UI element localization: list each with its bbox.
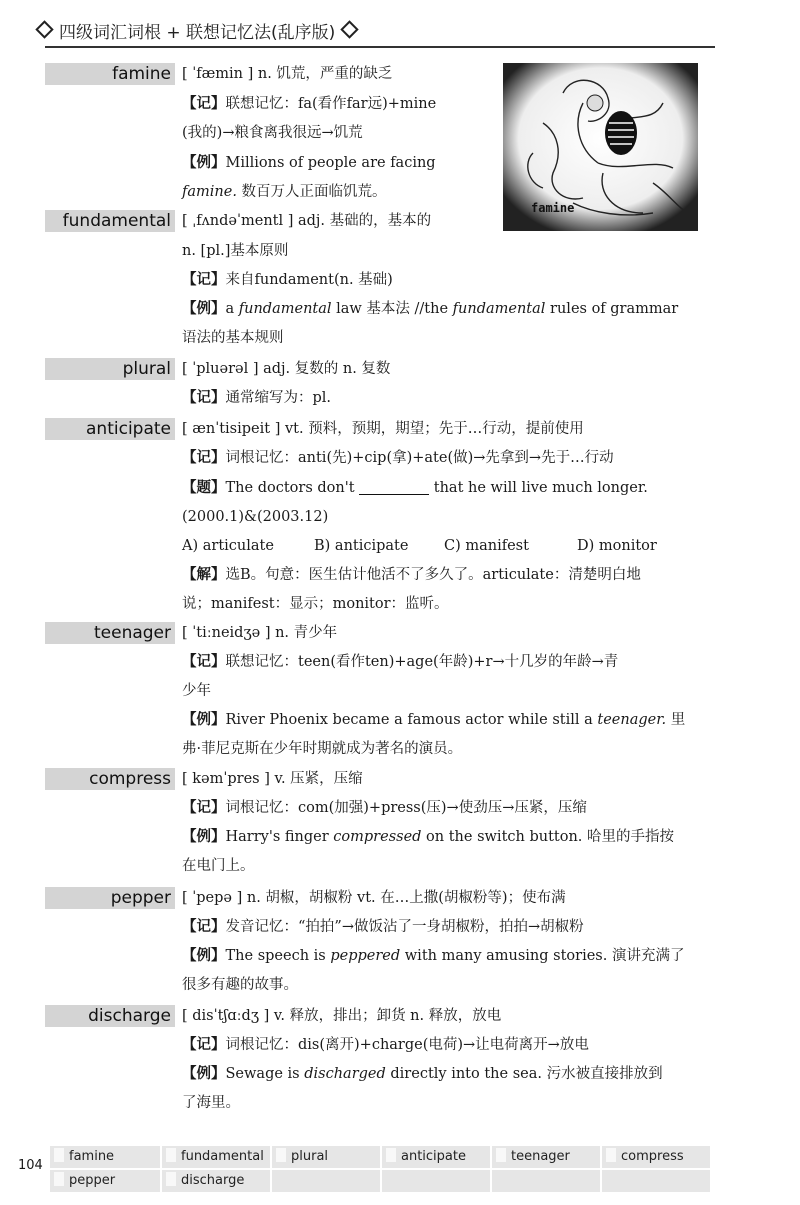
memo-tag: 【记】: [182, 389, 226, 406]
example-tag: 【例】: [182, 711, 226, 728]
pepper-definition: [ ˈpepə ] n. 胡椒，胡椒粉 vt. 在…上撒(胡椒粉等)；使布满: [182, 890, 566, 906]
example-text: directly into the sea. 污水被直接排放到: [385, 1066, 663, 1082]
pepper-example: [182, 945, 684, 967]
checkbox-icon: [496, 1148, 506, 1162]
famine-example: [182, 152, 436, 174]
famine-definition: [ ˈfæmin ] n. 饥荒，严重的缺乏: [182, 66, 393, 82]
headword-fundamental: fundamental: [45, 210, 175, 232]
memo-text: 词根记忆：dis(离开)+charge(电荷)→让电荷离开→放电: [225, 1037, 589, 1053]
memo-text: 通常缩写为：pl.: [225, 390, 332, 406]
teenager-example-cont: 弗·菲尼克斯在少年时期就成为著名的演员。: [182, 741, 463, 757]
famine-example-cont: [182, 181, 387, 203]
example-tag: 【例】: [182, 154, 226, 171]
memo-text: 发音记忆：“拍拍”→做饭沾了一身胡椒粉，拍拍→胡椒粉: [225, 919, 584, 935]
teenager-memo: [182, 651, 618, 673]
famine-memo: [182, 93, 436, 115]
running-header-title: 四级词汇词根 + 联想记忆法(乱序版): [59, 23, 336, 43]
footer-empty-cell: [382, 1170, 490, 1192]
footer-word: [162, 1146, 270, 1168]
footer-word: [162, 1170, 270, 1192]
compress-definition: [ kəmˈpres ] v. 压紧，压缩: [182, 771, 363, 787]
example-translation: 里: [666, 712, 686, 728]
example-tag: 【例】: [182, 300, 226, 317]
checkbox-icon: [54, 1148, 64, 1162]
footer-word: [50, 1146, 160, 1168]
footer-word-label: plural: [291, 1149, 329, 1164]
example-text: on the switch button. 哈里的手指按: [421, 829, 675, 845]
question-tag: 【题】: [182, 479, 226, 496]
example-text: law 基本法 //the: [331, 301, 453, 317]
headword-plural: plural: [45, 358, 175, 380]
example-text: rules of grammar: [545, 301, 679, 317]
memo-text: 联想记忆：fa(看作far远)+mine: [225, 96, 437, 112]
fundamental-definition-cont: n. [pl.]基本原则: [182, 243, 289, 259]
footer-word-label: anticipate: [401, 1149, 466, 1164]
memo-tag: 【记】: [182, 449, 226, 466]
footer-word-label: famine: [69, 1149, 115, 1164]
illustration-caption: famine: [531, 201, 575, 215]
question-text: The doctors don't: [225, 480, 355, 496]
memo-tag: 【记】: [182, 271, 226, 288]
example-translation: 数百万人正面临饥荒。: [236, 184, 387, 200]
example-text: The speech is: [225, 948, 331, 964]
teenager-memo-cont: 少年: [182, 683, 211, 699]
famine-illustration: [503, 63, 698, 231]
teenager-definition: [ ˈtiːneidʒə ] n. 青少年: [182, 625, 338, 641]
footer-word-label: compress: [621, 1149, 684, 1164]
option-d: D) monitor: [577, 538, 657, 554]
checkbox-icon: [166, 1172, 176, 1186]
answer-blank: [359, 482, 429, 495]
headword-famine: famine: [45, 63, 175, 85]
discharge-example-cont: 了海里。: [182, 1095, 240, 1111]
diamond-icon: [35, 20, 53, 38]
headword-anticipate: anticipate: [45, 418, 175, 440]
explanation-text: 选B。句意：医生估计他活不了多久了。articulate：清楚明白地: [225, 567, 641, 583]
teenager-example: [182, 709, 685, 731]
example-italic: fundamental: [452, 301, 546, 317]
plural-memo: [182, 387, 331, 409]
footer-empty-cell: [492, 1170, 600, 1192]
option-b: B) anticipate: [314, 538, 409, 554]
checkbox-icon: [276, 1148, 286, 1162]
fundamental-definition: [ ˌfʌndəˈmentl ] adj. 基础的，基本的: [182, 213, 432, 229]
pepper-memo: [182, 916, 584, 938]
example-text: with many amusing stories. 演讲充满了: [400, 948, 685, 964]
option-c: C) manifest: [444, 538, 529, 554]
page-number: 104: [18, 1158, 43, 1173]
example-italic: discharged: [304, 1066, 386, 1082]
example-tag: 【例】: [182, 947, 226, 964]
checkbox-icon: [54, 1172, 64, 1186]
footer-word: [602, 1146, 710, 1168]
memo-text: 词根记忆：anti(先)+cip(拿)+ate(做)→先拿到→先于…行动: [225, 450, 614, 466]
example-text: Sewage is: [225, 1066, 305, 1082]
plural-definition: [ ˈpluərəl ] adj. 复数的 n. 复数: [182, 361, 391, 377]
example-italic: compressed: [333, 829, 422, 845]
memo-text: 词根记忆：com(加强)+press(压)→使劲压→压紧，压缩: [225, 800, 587, 816]
running-header: [30, 18, 364, 43]
checkbox-icon: [386, 1148, 396, 1162]
memo-tag: 【记】: [182, 1036, 226, 1053]
discharge-definition: [ disˈtʃɑːdʒ ] v. 释放，排出；卸货 n. 释放，放电: [182, 1008, 502, 1024]
explanation-tag: 【解】: [182, 566, 226, 583]
fundamental-memo: [182, 269, 393, 291]
anticipate-memo: [182, 447, 614, 469]
compress-memo: [182, 797, 587, 819]
headword-discharge: discharge: [45, 1005, 175, 1027]
example-italic: famine.: [182, 184, 237, 200]
headword-pepper: pepper: [45, 887, 175, 909]
footer-empty-cell: [272, 1170, 380, 1192]
memo-tag: 【记】: [182, 799, 226, 816]
footer-word: [50, 1170, 160, 1192]
anticipate-explanation-cont: 说；manifest：显示；monitor：监听。: [182, 596, 449, 612]
fundamental-example-cont: 语法的基本规则: [182, 330, 284, 346]
checkbox-icon: [166, 1148, 176, 1162]
diamond-icon: [341, 20, 359, 38]
checkbox-icon: [606, 1148, 616, 1162]
example-text: a: [225, 301, 239, 317]
footer-empty-cell: [602, 1170, 710, 1192]
example-italic: peppered: [330, 948, 401, 964]
footer-word: [492, 1146, 600, 1168]
question-text: that he will live much longer.: [433, 480, 648, 496]
memo-tag: 【记】: [182, 95, 226, 112]
example-italic: teenager.: [597, 712, 667, 728]
example-text: Millions of people are facing: [225, 155, 436, 171]
memo-text: 来自fundament(n. 基础): [225, 272, 393, 288]
footer-word: [382, 1146, 490, 1168]
memo-tag: 【记】: [182, 918, 226, 935]
anticipate-explanation: [182, 564, 641, 586]
header-rule: [45, 46, 715, 48]
example-text: River Phoenix became a famous actor while still a: [225, 712, 598, 728]
footer-word-label: fundamental: [181, 1149, 264, 1164]
headword-compress: compress: [45, 768, 175, 790]
discharge-example: [182, 1063, 663, 1085]
footer-word: [272, 1146, 380, 1168]
headword-teenager: teenager: [45, 622, 175, 644]
example-tag: 【例】: [182, 828, 226, 845]
anticipate-definition: [ ænˈtisipeit ] vt. 预料，预期，期望；先于…行动，提前使用: [182, 421, 584, 437]
pepper-example-cont: 很多有趣的故事。: [182, 977, 298, 993]
footer-word-label: pepper: [69, 1173, 116, 1188]
compress-example: [182, 826, 674, 848]
memo-text: 联想记忆：teen(看作ten)+age(年龄)+r→十几岁的年龄→青: [225, 654, 619, 670]
footer-word-label: discharge: [181, 1173, 245, 1188]
compress-example-cont: 在电门上。: [182, 858, 255, 874]
fundamental-example: [182, 298, 678, 320]
example-text: Harry's finger: [225, 829, 334, 845]
anticipate-question-source: (2000.1)&(2003.12): [182, 509, 329, 525]
footer-word-label: teenager: [511, 1149, 570, 1164]
memo-tag: 【记】: [182, 653, 226, 670]
discharge-memo: [182, 1034, 589, 1056]
anticipate-question: [182, 477, 648, 499]
example-italic: fundamental: [238, 301, 332, 317]
example-tag: 【例】: [182, 1065, 226, 1082]
famine-memo-cont: (我的)→粮食离我很远→饥荒: [182, 125, 363, 141]
option-a: A) articulate: [182, 538, 274, 554]
